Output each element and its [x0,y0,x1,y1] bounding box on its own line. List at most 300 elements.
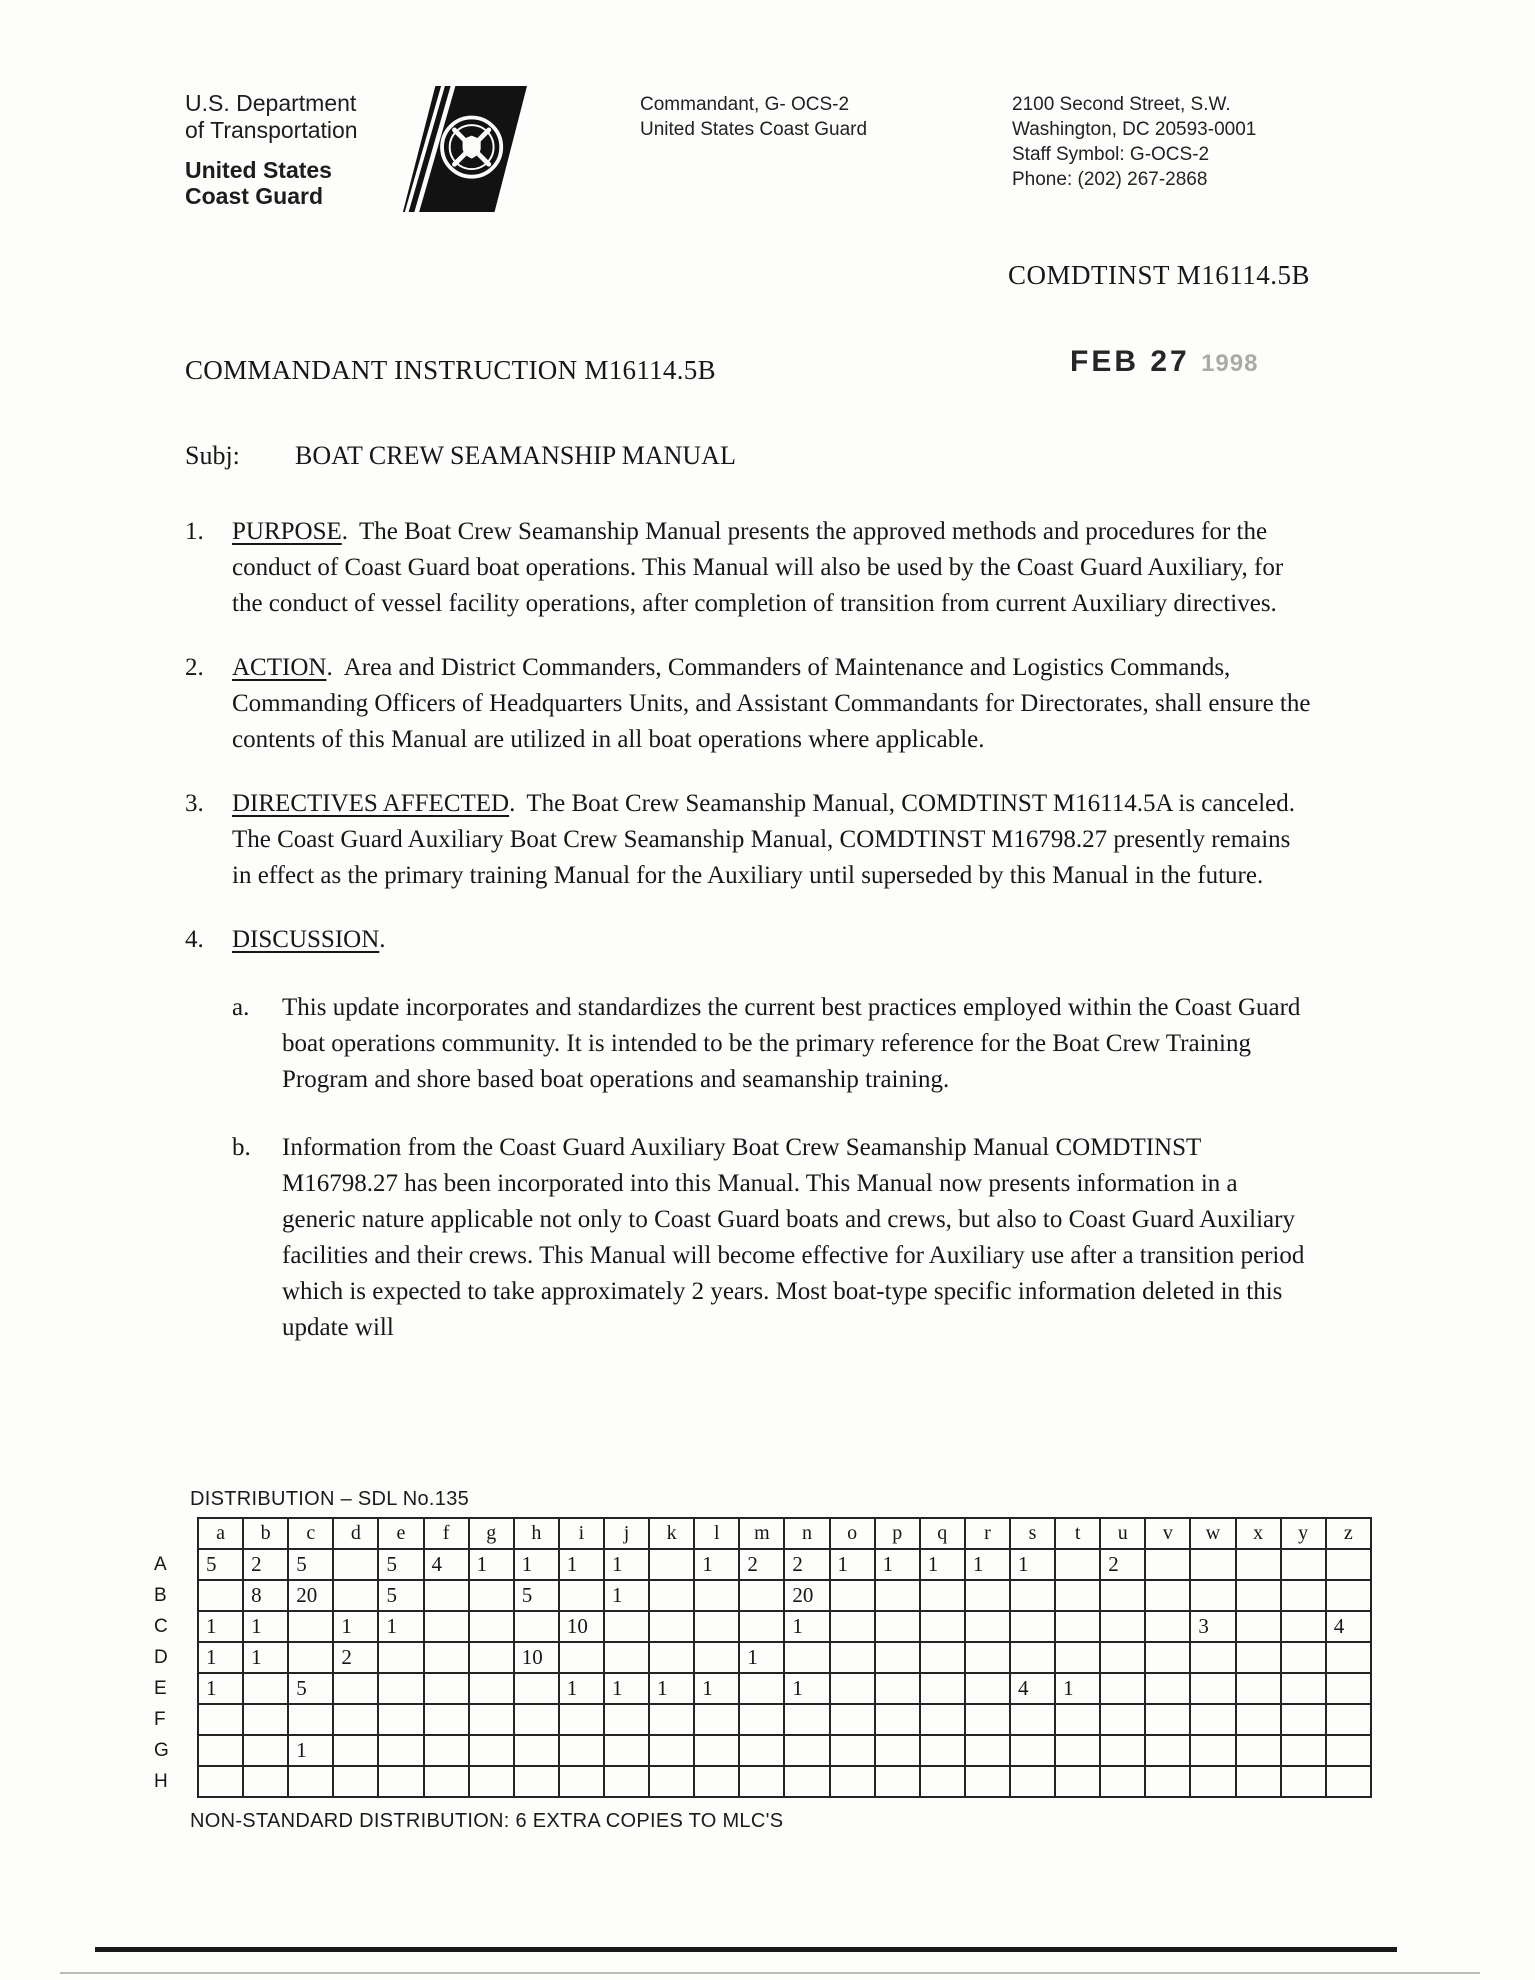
distribution-cell: 10 [514,1642,559,1673]
distribution-cell [830,1580,875,1611]
distribution-col-g: g [469,1518,514,1549]
distribution-cell [378,1673,423,1704]
distribution-row-A [150,1549,1371,1580]
distribution-cell [1055,1704,1100,1735]
distribution-corner [150,1518,198,1549]
distribution-cell [875,1704,920,1735]
letterhead-department-block [185,90,358,209]
distribution-cell: 2 [739,1549,784,1580]
paragraph-number: 2. [185,654,204,681]
distribution-cell [1190,1704,1235,1735]
distribution-cell: 1 [604,1549,649,1580]
distribution-col-l: l [694,1518,739,1549]
distribution-cell [694,1611,739,1642]
distribution-cell: 5 [514,1580,559,1611]
distribution-cell [604,1766,649,1797]
distribution-cell [1100,1704,1145,1735]
distribution-cell [604,1735,649,1766]
coast-guard-logo-icon [400,86,528,212]
distribution-cell [333,1673,378,1704]
distribution-col-s: s [1010,1518,1055,1549]
distribution-cell: 1 [378,1611,423,1642]
distribution-col-z: z [1326,1518,1371,1549]
distribution-cell [649,1549,694,1580]
distribution-cell [1236,1766,1281,1797]
distribution-cell [1326,1549,1371,1580]
distribution-col-u: u [1100,1518,1145,1549]
distribution-row-G [150,1735,1371,1766]
distribution-cell: 1 [694,1673,739,1704]
distribution-col-y: y [1281,1518,1326,1549]
address-line4: Phone: (202) 267-2868 [1012,169,1208,190]
distribution-cell [469,1642,514,1673]
distribution-cell: 1 [243,1642,288,1673]
subparagraph-a [232,990,1315,1098]
distribution-col-h: h [514,1518,559,1549]
distribution-cell [1055,1642,1100,1673]
distribution-cell [920,1673,965,1704]
distribution-row-label: C [154,1615,168,1637]
distribution-label: DISTRIBUTION – SDL No.135 [190,1488,470,1510]
distribution-cell [469,1673,514,1704]
distribution-cell [1010,1611,1055,1642]
distribution-col-n: n [784,1518,829,1549]
distribution-cell: 1 [649,1673,694,1704]
distribution-cell [1190,1580,1235,1611]
distribution-cell [288,1704,333,1735]
distribution-row-label: F [154,1708,166,1730]
distribution-cell [920,1580,965,1611]
distribution-col-c: c [288,1518,333,1549]
distribution-cell: 5 [288,1549,333,1580]
distribution-cell [559,1642,604,1673]
document-body [185,345,1315,1346]
distribution-cell [694,1580,739,1611]
distribution-cell [1281,1549,1326,1580]
distribution-cell [559,1735,604,1766]
distribution-col-i: i [559,1518,604,1549]
distribution-cell: 2 [333,1642,378,1673]
distribution-cell [514,1673,559,1704]
distribution-cell [965,1580,1010,1611]
distribution-cell [1010,1766,1055,1797]
distribution-cell [1190,1735,1235,1766]
commandant-line2: United States Coast Guard [640,119,868,140]
distribution-cell: 2 [1100,1549,1145,1580]
distribution-col-j: j [604,1518,649,1549]
distribution-cell [1145,1611,1190,1642]
distribution-cell [649,1704,694,1735]
distribution-cell [243,1673,288,1704]
distribution-cell [694,1735,739,1766]
distribution-col-a: a [198,1518,243,1549]
distribution-cell [965,1673,1010,1704]
distribution-cell [1055,1766,1100,1797]
paragraph-action [185,650,1315,758]
paragraph-heading: DIRECTIVES AFFECTED [232,790,510,817]
distribution-cell [1281,1735,1326,1766]
distribution-cell [1010,1735,1055,1766]
distribution-cell [739,1766,784,1797]
distribution-cell [1236,1735,1281,1766]
distribution-cell: 1 [469,1549,514,1580]
distribution-cell [1100,1642,1145,1673]
distribution-cell [1281,1611,1326,1642]
distribution-cell [739,1611,784,1642]
distribution-cell [1100,1673,1145,1704]
distribution-cell: 1 [784,1673,829,1704]
distribution-cell [739,1704,784,1735]
paragraph-number: 1. [185,518,204,545]
distribution-cell [875,1642,920,1673]
distribution-cell [830,1611,875,1642]
distribution-table [150,1517,1372,1798]
subject-line [185,438,1315,474]
distribution-cell [333,1580,378,1611]
distribution-cell [514,1735,559,1766]
distribution-col-f: f [424,1518,469,1549]
distribution-cell [198,1735,243,1766]
distribution-cell: 1 [1055,1673,1100,1704]
date-stamp-day: FEB 27 [1070,345,1190,378]
date-stamp [1070,344,1258,382]
distribution-cell [604,1704,649,1735]
paragraph-heading: ACTION [232,654,327,681]
reference-number: COMDTINST M16114.5B [1008,260,1311,290]
distribution-cell [875,1580,920,1611]
subject-label: Subj: [185,441,240,470]
distribution-cell [424,1611,469,1642]
commandant-line1: Commandant, G- OCS-2 [640,94,850,115]
distribution-cell [1145,1549,1190,1580]
heading-period: . [509,790,516,817]
distribution-cell [514,1611,559,1642]
distribution-row-D [150,1642,1371,1673]
distribution-cell [243,1704,288,1735]
distribution-row-E [150,1673,1371,1704]
distribution-cell [830,1673,875,1704]
distribution-cell [920,1611,965,1642]
subparagraph-letter: b. [232,1134,251,1161]
distribution-col-o: o [830,1518,875,1549]
org-line2: Coast Guard [185,183,324,209]
distribution-cell [694,1704,739,1735]
distribution-cell: 1 [694,1549,739,1580]
distribution-cell: 20 [784,1580,829,1611]
distribution-cell: 1 [784,1611,829,1642]
distribution-cell [288,1642,333,1673]
distribution-cell [469,1735,514,1766]
distribution-cell [830,1766,875,1797]
distribution-block [150,1488,1380,1833]
distribution-cell: 4 [1010,1673,1055,1704]
date-stamp-year: 1998 [1201,350,1259,377]
distribution-col-e: e [378,1518,423,1549]
distribution-cell [965,1611,1010,1642]
scan-line [95,1947,1397,1952]
dept-line1: U.S. Department [185,90,357,116]
distribution-cell [1326,1735,1371,1766]
distribution-cell [920,1766,965,1797]
distribution-cell [288,1611,333,1642]
distribution-row-label: H [154,1770,168,1792]
paragraph-discussion [185,922,1315,958]
address-line1: 2100 Second Street, S.W. [1012,94,1231,115]
distribution-cell [739,1673,784,1704]
distribution-col-p: p [875,1518,920,1549]
distribution-footer: NON-STANDARD DISTRIBUTION: 6 EXTRA COPIES TO MLC'S [190,1810,784,1832]
distribution-cell [559,1766,604,1797]
subparagraph-b [232,1130,1315,1346]
distribution-cell [333,1549,378,1580]
distribution-cell: 2 [784,1549,829,1580]
distribution-cell [1190,1642,1235,1673]
distribution-cell [424,1704,469,1735]
heading-period: . [341,518,349,545]
distribution-cell [965,1642,1010,1673]
distribution-cell [424,1766,469,1797]
distribution-cell [378,1704,423,1735]
distribution-cell: 1 [1010,1549,1055,1580]
distribution-cell [1326,1673,1371,1704]
distribution-cell [424,1673,469,1704]
distribution-cell [1326,1766,1371,1797]
distribution-cell [1236,1611,1281,1642]
distribution-row-H [150,1766,1371,1797]
distribution-cell: 5 [288,1673,333,1704]
distribution-row-label: G [154,1739,169,1761]
distribution-cell [965,1766,1010,1797]
distribution-cell: 1 [514,1549,559,1580]
distribution-cell [1281,1704,1326,1735]
distribution-cell [1100,1735,1145,1766]
distribution-cell [514,1704,559,1735]
distribution-cell: 10 [559,1611,604,1642]
distribution-cell [1326,1642,1371,1673]
heading-period: . [326,654,333,681]
heading-period: . [379,926,386,953]
letterhead-address-block [1012,92,1256,192]
paragraph-heading: PURPOSE [232,518,342,545]
distribution-cell: 1 [875,1549,920,1580]
distribution-cell [198,1766,243,1797]
distribution-cell [1236,1549,1281,1580]
distribution-cell: 1 [920,1549,965,1580]
distribution-cell [1281,1766,1326,1797]
distribution-cell [1010,1580,1055,1611]
distribution-cell [1055,1735,1100,1766]
distribution-cell [1281,1673,1326,1704]
distribution-cell: 1 [559,1549,604,1580]
paragraph-text: The Boat Crew Seamanship Manual, COMDTINST M16114.5A is canceled. The Coast Guard Auxiliary Boat Crew Seamanship Manual, COMDTINST M16798.27 presently remains in effect as the primary training Manual for the Auxiliary until superseded by this Manual in the future. [232,790,1295,889]
distribution-col-q: q [920,1518,965,1549]
distribution-cell [1326,1704,1371,1735]
distribution-cell [1236,1642,1281,1673]
distribution-cell: 1 [604,1580,649,1611]
distribution-cell [694,1642,739,1673]
distribution-cell [875,1611,920,1642]
distribution-cell: 1 [198,1611,243,1642]
org-line1: United States [185,157,332,183]
distribution-row-label: B [154,1584,167,1606]
distribution-cell: 20 [288,1580,333,1611]
paragraph-directives-affected [185,786,1315,894]
distribution-cell [875,1735,920,1766]
letterhead-commandant-block [640,92,867,142]
distribution-cell [1326,1580,1371,1611]
distribution-cell [559,1580,604,1611]
distribution-cell: 1 [198,1673,243,1704]
distribution-cell [288,1766,333,1797]
distribution-cell [469,1611,514,1642]
scan-line-faint [60,1972,1480,1974]
distribution-cell [830,1735,875,1766]
subparagraph-letter: a. [232,994,250,1021]
distribution-cell [784,1735,829,1766]
distribution-cell [559,1704,604,1735]
distribution-cell [1100,1580,1145,1611]
distribution-cell [469,1704,514,1735]
distribution-col-b: b [243,1518,288,1549]
subject-text: BOAT CREW SEAMANSHIP MANUAL [295,441,736,470]
distribution-cell [649,1580,694,1611]
paragraph-purpose [185,514,1315,622]
distribution-cell: 1 [739,1642,784,1673]
distribution-cell [875,1673,920,1704]
distribution-cell [784,1766,829,1797]
distribution-cell [198,1704,243,1735]
distribution-cell [920,1735,965,1766]
distribution-cell [1145,1766,1190,1797]
distribution-cell [1145,1673,1190,1704]
distribution-cell [333,1704,378,1735]
distribution-cell [1190,1766,1235,1797]
distribution-cell [1145,1580,1190,1611]
paragraph-number: 4. [185,926,204,953]
distribution-cell [830,1642,875,1673]
distribution-cell [1055,1580,1100,1611]
distribution-cell [424,1580,469,1611]
distribution-cell [514,1766,559,1797]
distribution-cell [1190,1673,1235,1704]
distribution-cell [469,1766,514,1797]
distribution-cell [1145,1704,1190,1735]
distribution-cell [1010,1642,1055,1673]
distribution-cell [1100,1766,1145,1797]
distribution-cell [243,1735,288,1766]
address-line3: Staff Symbol: G-OCS-2 [1012,144,1210,165]
distribution-cell: 4 [424,1549,469,1580]
distribution-cell [1100,1611,1145,1642]
distribution-col-w: w [1190,1518,1235,1549]
distribution-row-B [150,1580,1371,1611]
distribution-col-d: d [333,1518,378,1549]
dept-line2: of Transportation [185,117,358,143]
distribution-col-r: r [965,1518,1010,1549]
distribution-cell [1055,1549,1100,1580]
distribution-row-label: D [154,1646,168,1668]
distribution-cell [965,1735,1010,1766]
distribution-cell [739,1735,784,1766]
distribution-cell: 1 [198,1642,243,1673]
distribution-cell: 3 [1190,1611,1235,1642]
distribution-cell [830,1704,875,1735]
distribution-cell [469,1580,514,1611]
distribution-cell: 1 [288,1735,333,1766]
distribution-col-k: k [649,1518,694,1549]
distribution-cell [1145,1735,1190,1766]
address-line2: Washington, DC 20593-0001 [1012,119,1257,140]
distribution-row-label: E [154,1677,167,1699]
distribution-cell [333,1766,378,1797]
distribution-cell: 1 [243,1611,288,1642]
paragraph-heading: DISCUSSION [232,926,380,953]
paragraph-number: 3. [185,790,204,817]
distribution-cell [920,1642,965,1673]
distribution-cell: 5 [378,1580,423,1611]
distribution-cell [1236,1580,1281,1611]
distribution-row-F [150,1704,1371,1735]
distribution-cell [649,1766,694,1797]
distribution-cell [649,1611,694,1642]
distribution-cell [243,1766,288,1797]
distribution-row-C [150,1611,1371,1642]
distribution-cell: 4 [1326,1611,1371,1642]
distribution-cell [1055,1611,1100,1642]
distribution-col-x: x [1236,1518,1281,1549]
distribution-cell [604,1611,649,1642]
distribution-col-t: t [1055,1518,1100,1549]
distribution-cell [604,1642,649,1673]
distribution-col-v: v [1145,1518,1190,1549]
distribution-row-label: A [154,1553,167,1575]
distribution-cell [378,1642,423,1673]
distribution-cell: 1 [965,1549,1010,1580]
distribution-cell: 5 [378,1549,423,1580]
document-title: COMMANDANT INSTRUCTION M16114.5B [185,355,716,385]
subparagraph-text: This update incorporates and standardizes the current best practices employed within the Coast Guard boat operations community. It is intended to be the primary reference for the Boat Crew Training Program and shore based boat operations and seamanship training. [282,994,1301,1093]
distribution-cell [784,1704,829,1735]
distribution-cell [1236,1673,1281,1704]
distribution-cell [739,1580,784,1611]
distribution-cell [333,1735,378,1766]
distribution-cell: 1 [604,1673,649,1704]
distribution-cell [1281,1642,1326,1673]
distribution-cell [1010,1704,1055,1735]
distribution-cell [694,1766,739,1797]
paragraph-text: Area and District Commanders, Commanders of Maintenance and Logistics Commands, Commanding Officers of Headquarters Units, and Assistant Commandants for Directorates, shall ensure the contents of this Manual are utilized in all boat operations where applicable. [232,654,1311,753]
distribution-cell [1281,1580,1326,1611]
distribution-cell: 1 [333,1611,378,1642]
distribution-cell [198,1580,243,1611]
distribution-cell: 2 [243,1549,288,1580]
distribution-cell [649,1735,694,1766]
distribution-cell [378,1735,423,1766]
distribution-cell: 1 [559,1673,604,1704]
distribution-cell [1145,1642,1190,1673]
distribution-cell [1236,1704,1281,1735]
distribution-cell: 8 [243,1580,288,1611]
subparagraph-text: Information from the Coast Guard Auxiliary Boat Crew Seamanship Manual COMDTINST M16798.27 has been incorporated into this Manual. This Manual now presents information in a generic nature applicable not only to Coast Guard boats and crews, but also to Coast Guard Auxiliary facilities and their crews. This Manual will become effective for Auxiliary use after a transition period which is expected to take approximately 2 years. Most boat-type specific information deleted in this update will [282,1134,1305,1341]
distribution-cell [965,1704,1010,1735]
distribution-cell [649,1642,694,1673]
distribution-col-m: m [739,1518,784,1549]
distribution-cell [1190,1549,1235,1580]
distribution-cell [784,1642,829,1673]
distribution-cell [920,1704,965,1735]
paragraph-text: The Boat Crew Seamanship Manual presents the approved methods and procedures for the conduct of Coast Guard boat operations. This Manual will also be used by the Coast Guard Auxiliary, for the conduct of vessel facility operations, after completion of transition from current Auxiliary directives. [232,518,1284,617]
distribution-cell [424,1735,469,1766]
